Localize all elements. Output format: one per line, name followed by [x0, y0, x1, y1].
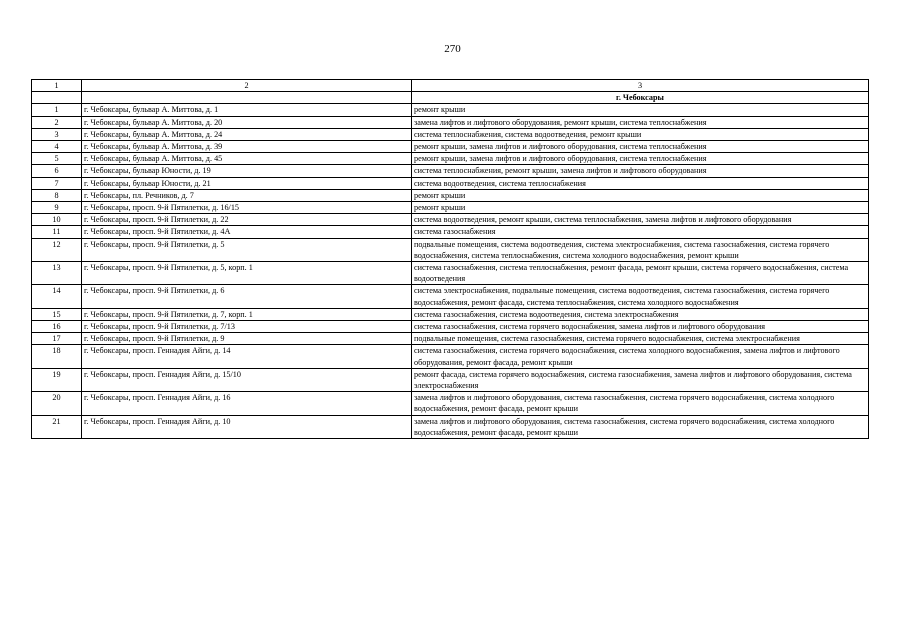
- city-heading-empty-2: [82, 92, 412, 104]
- row-address: г. Чебоксары, просп. 9-й Пятилетки, д. 5, корп. 1: [82, 262, 412, 285]
- row-number: 13: [32, 262, 82, 285]
- works-table: [31, 79, 869, 439]
- row-address: г. Чебоксары, просп. Геннадия Айги, д. 15/10: [82, 368, 412, 391]
- page-number: 270: [444, 43, 461, 55]
- row-number: 16: [32, 321, 82, 333]
- row-number: 15: [32, 308, 82, 320]
- table-row: [32, 238, 869, 261]
- city-heading-row: [32, 92, 869, 104]
- table-row: [32, 128, 869, 140]
- row-number: 21: [32, 415, 82, 438]
- table-row: [32, 189, 869, 201]
- row-address: г. Чебоксары, бульвар А. Миттова, д. 39: [82, 141, 412, 153]
- column-number-row: [32, 80, 869, 92]
- row-number: 9: [32, 202, 82, 214]
- row-works: ремонт крыши: [412, 104, 869, 116]
- row-works: система газоснабжения, система горячего водоснабжения, система холодного водоснабжения, замена лифтов и лифтового оборудования, ремонт фасада, ремонт крыши: [412, 345, 869, 368]
- table-row: [32, 262, 869, 285]
- row-works: подвальные помещения, система водоотведения, система электроснабжения, система газоснабжения, система горячего водоснабжения, система теплоснабжения, система холодного водоснабжения, ремонт крыши: [412, 238, 869, 261]
- row-address: г. Чебоксары, просп. 9-й Пятилетки, д. 7/13: [82, 321, 412, 333]
- row-address: г. Чебоксары, пл. Речников, д. 7: [82, 189, 412, 201]
- table-row: [32, 153, 869, 165]
- row-number: 18: [32, 345, 82, 368]
- row-number: 4: [32, 141, 82, 153]
- row-address: г. Чебоксары, бульвар А. Миттова, д. 1: [82, 104, 412, 116]
- table-row: [32, 333, 869, 345]
- row-works: система теплоснабжения, ремонт крыши, замена лифтов и лифтового оборудования: [412, 165, 869, 177]
- row-works: ремонт крыши, замена лифтов и лифтового оборудования, система теплоснабжения: [412, 141, 869, 153]
- row-address: г. Чебоксары, просп. 9-й Пятилетки, д. 7, корп. 1: [82, 308, 412, 320]
- row-address: г. Чебоксары, бульвар Юности, д. 21: [82, 177, 412, 189]
- table-row: [32, 202, 869, 214]
- row-address: г. Чебоксары, бульвар А. Миттова, д. 45: [82, 153, 412, 165]
- row-works: ремонт фасада, система горячего водоснабжения, система газоснабжения, замена лифтов и лифтового оборудования, система электроснабжения: [412, 368, 869, 391]
- table-row: [32, 141, 869, 153]
- row-address: г. Чебоксары, просп. 9-й Пятилетки, д. 4А: [82, 226, 412, 238]
- row-address: г. Чебоксары, просп. 9-й Пятилетки, д. 22: [82, 214, 412, 226]
- row-works: система электроснабжения, подвальные помещения, система водоотведения, система газоснабжения, система горячего водоснабжения, ремонт фасада, система теплоснабжения, система холодного водоснабжения: [412, 285, 869, 308]
- row-works: система газоснабжения, система водоотведения, система электроснабжения: [412, 308, 869, 320]
- column-number-3: 3: [412, 80, 869, 92]
- row-number: 14: [32, 285, 82, 308]
- row-number: 2: [32, 116, 82, 128]
- row-works: ремонт крыши: [412, 202, 869, 214]
- row-works: система газоснабжения: [412, 226, 869, 238]
- row-address: г. Чебоксары, просп. 9-й Пятилетки, д. 6: [82, 285, 412, 308]
- table-body: [32, 80, 869, 439]
- row-works: система водоотведения, ремонт крыши, система теплоснабжения, замена лифтов и лифтового оборудования: [412, 214, 869, 226]
- row-number: 12: [32, 238, 82, 261]
- row-number: 6: [32, 165, 82, 177]
- row-number: 8: [32, 189, 82, 201]
- row-address: г. Чебоксары, бульвар А. Миттова, д. 24: [82, 128, 412, 140]
- row-works: замена лифтов и лифтового оборудования, система газоснабжения, система горячего водоснабжения, система холодного водоснабжения, ремонт фасада, ремонт крыши: [412, 415, 869, 438]
- row-address: г. Чебоксары, просп. Геннадия Айги, д. 10: [82, 415, 412, 438]
- row-works: подвальные помещения, система газоснабжения, система горячего водоснабжения, система электроснабжения: [412, 333, 869, 345]
- row-works: ремонт крыши, замена лифтов и лифтового оборудования, система теплоснабжения: [412, 153, 869, 165]
- row-number: 11: [32, 226, 82, 238]
- row-number: 10: [32, 214, 82, 226]
- row-number: 7: [32, 177, 82, 189]
- column-number-2: 2: [82, 80, 412, 92]
- table-row: [32, 392, 869, 415]
- row-address: г. Чебоксары, просп. Геннадия Айги, д. 14: [82, 345, 412, 368]
- table-row: [32, 116, 869, 128]
- row-number: 20: [32, 392, 82, 415]
- row-number: 17: [32, 333, 82, 345]
- row-address: г. Чебоксары, просп. Геннадия Айги, д. 16: [82, 392, 412, 415]
- column-number-1: 1: [32, 80, 82, 92]
- row-address: г. Чебоксары, бульвар А. Миттова, д. 20: [82, 116, 412, 128]
- table-row: [32, 368, 869, 391]
- table-row: [32, 308, 869, 320]
- city-heading-empty-1: [32, 92, 82, 104]
- row-number: 5: [32, 153, 82, 165]
- row-works: система газоснабжения, система горячего водоснабжения, замена лифтов и лифтового оборудования: [412, 321, 869, 333]
- row-address: г. Чебоксары, просп. 9-й Пятилетки, д. 5: [82, 238, 412, 261]
- row-works: система водоотведения, система теплоснабжения: [412, 177, 869, 189]
- table-row: [32, 285, 869, 308]
- table-row: [32, 177, 869, 189]
- row-works: ремонт крыши: [412, 189, 869, 201]
- row-number: 19: [32, 368, 82, 391]
- row-address: г. Чебоксары, просп. 9-й Пятилетки, д. 9: [82, 333, 412, 345]
- table-row: [32, 226, 869, 238]
- row-works: система газоснабжения, система теплоснабжения, ремонт фасада, ремонт крыши, система горячего водоснабжения, система водоотведения: [412, 262, 869, 285]
- table-row: [32, 321, 869, 333]
- row-works: система теплоснабжения, система водоотведения, ремонт крыши: [412, 128, 869, 140]
- table-row: [32, 345, 869, 368]
- table-row: [32, 415, 869, 438]
- city-heading: г. Чебоксары: [412, 92, 869, 104]
- row-works: замена лифтов и лифтового оборудования, система газоснабжения, система горячего водоснабжения, система холодного водоснабжения, ремонт фасада, ремонт крыши: [412, 392, 869, 415]
- row-works: замена лифтов и лифтового оборудования, ремонт крыши, система теплоснабжения: [412, 116, 869, 128]
- row-number: 1: [32, 104, 82, 116]
- row-address: г. Чебоксары, бульвар Юности, д. 19: [82, 165, 412, 177]
- row-address: г. Чебоксары, просп. 9-й Пятилетки, д. 16/15: [82, 202, 412, 214]
- row-number: 3: [32, 128, 82, 140]
- table-row: [32, 104, 869, 116]
- table-row: [32, 165, 869, 177]
- table-row: [32, 214, 869, 226]
